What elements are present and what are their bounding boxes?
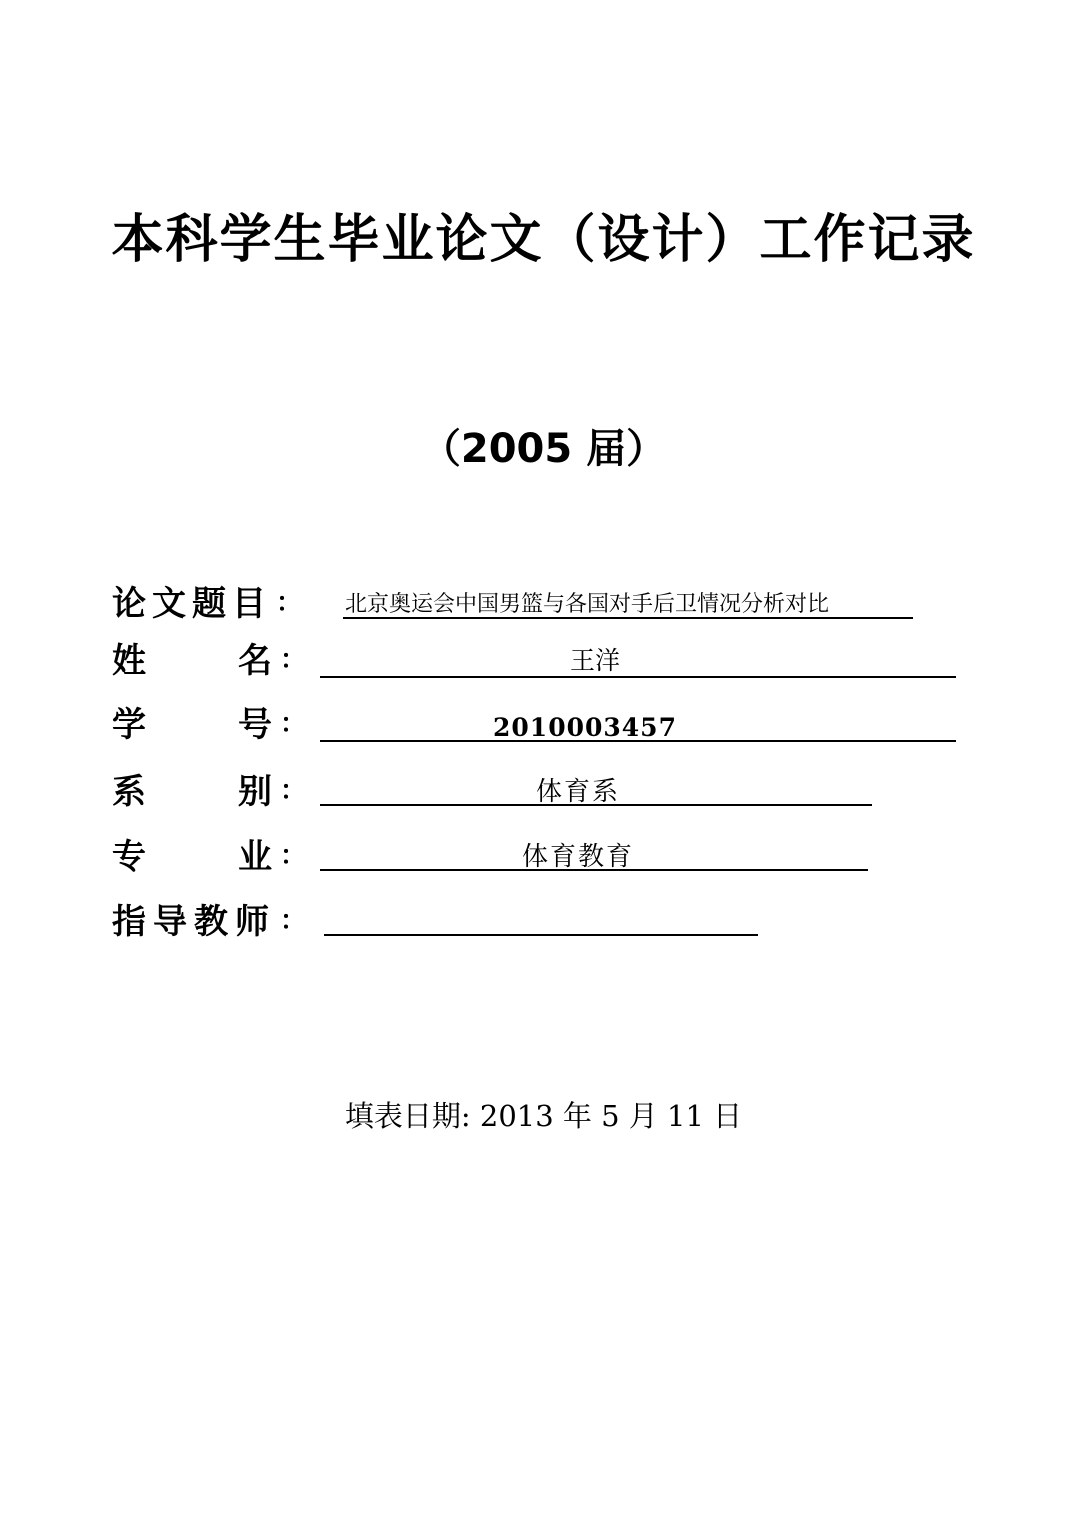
student-id-label-char: 学 bbox=[112, 704, 146, 745]
name-underline bbox=[320, 676, 956, 678]
major-label-char: 业 bbox=[238, 836, 272, 877]
advisor-label bbox=[112, 894, 312, 942]
name-value: 王洋 bbox=[569, 646, 620, 675]
advisor-label-char: 导 bbox=[153, 901, 187, 942]
major-label-char: 专 bbox=[112, 836, 146, 877]
advisor-underline bbox=[324, 934, 758, 936]
department-underline bbox=[320, 804, 872, 806]
name-label-char: 姓 bbox=[112, 640, 146, 681]
major-value: 体育教育 bbox=[521, 842, 634, 872]
advisor-label-char: 指 bbox=[112, 901, 146, 942]
department-value: 体育系 bbox=[535, 777, 620, 807]
advisor-label-colon: ： bbox=[280, 905, 307, 936]
topic-label bbox=[112, 576, 302, 624]
topic-label-char: 目 bbox=[232, 583, 266, 624]
name-label-char: 名 bbox=[238, 640, 272, 681]
advisor-value bbox=[324, 896, 754, 936]
name-label bbox=[112, 633, 312, 681]
department-label-char: 别 bbox=[238, 771, 272, 812]
advisor-label-char: 教 bbox=[194, 901, 228, 942]
major-label bbox=[112, 829, 312, 877]
topic-label-char: 论 bbox=[112, 583, 146, 624]
student-id-label bbox=[112, 697, 312, 745]
topic-label-char: 题 bbox=[192, 583, 226, 624]
student-id-label-colon: ： bbox=[280, 708, 307, 739]
topic-label-char: 文 bbox=[152, 583, 186, 624]
department-label-char: 系 bbox=[112, 771, 146, 812]
graduation-year-label: （2005 届） bbox=[420, 426, 667, 472]
student-id-value: 2010003457 bbox=[493, 713, 677, 742]
major-label-colon: ： bbox=[280, 840, 307, 871]
topic-value: 北京奥运会中国男篮与各国对手后卫情况分析对比 bbox=[345, 592, 830, 617]
fill-date: 填表日期: 2013 年 5 月 11 日 bbox=[344, 1099, 743, 1133]
major-underline bbox=[320, 869, 868, 871]
advisor-label-char: 师 bbox=[235, 901, 269, 942]
document-title: 本科学生毕业论文（设计）工作记录 bbox=[111, 210, 976, 270]
student-id-underline bbox=[320, 740, 956, 742]
department-label bbox=[112, 764, 312, 812]
department-label-colon: ： bbox=[280, 775, 307, 806]
student-id-label-char: 号 bbox=[238, 704, 272, 745]
topic-underline bbox=[343, 617, 913, 619]
topic-label-colon: ： bbox=[276, 587, 303, 618]
name-label-colon: ： bbox=[280, 644, 307, 675]
